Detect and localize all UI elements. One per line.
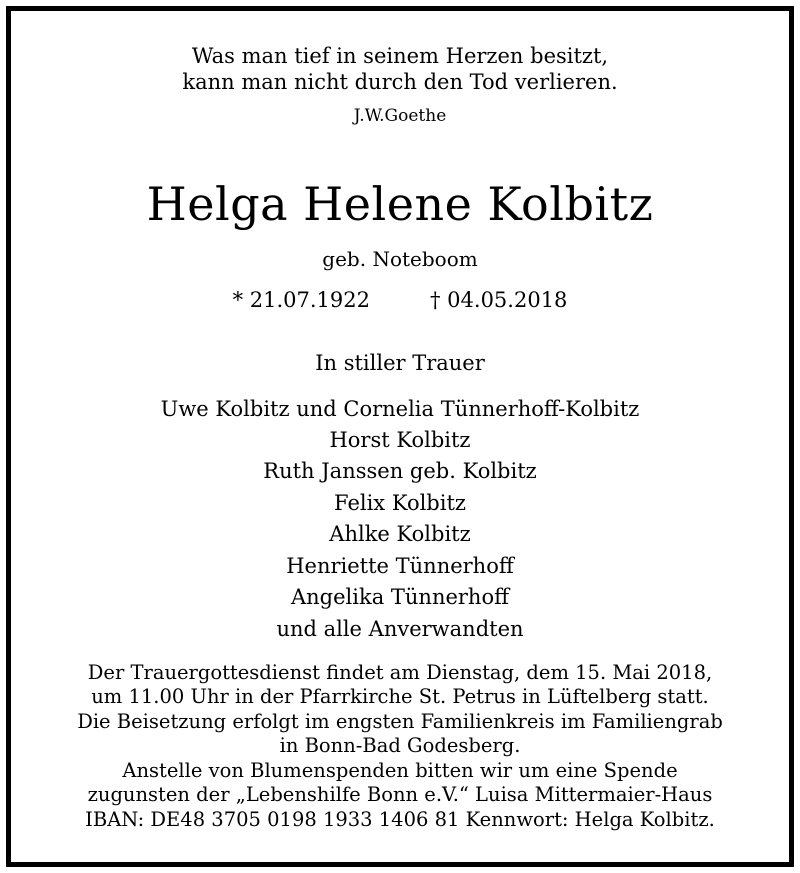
life-dates [11, 288, 789, 312]
deceased-name: Helga Helene Kolbitz [146, 177, 654, 231]
notice-line: Die Beisetzung erfolgt im engsten Familienkreis im Familiengrab [77, 710, 723, 733]
mourning-intro: In stiller Trauer [315, 351, 485, 375]
notice-line: zugunsten der „Lebenshilfe Bonn e.V.“ Luisa Mittermaier-Haus [87, 783, 713, 806]
quote-author: J.W.Goethe [353, 106, 447, 126]
quote-line: Was man tief in seinem Herzen besitzt, [191, 44, 609, 68]
mourner-name: Henriette Tünnerhoff [286, 554, 514, 578]
mourner-name: und alle Anverwandten [276, 617, 524, 641]
notice-line: um 11.00 Uhr in der Pfarrkirche St. Petrus in Lüftelberg statt. [91, 685, 709, 708]
maiden-name: geb. Noteboom [322, 247, 478, 271]
mourner-name: Felix Kolbitz [334, 491, 466, 515]
mourner-name: Ruth Janssen geb. Kolbitz [263, 459, 537, 483]
notice-line: Der Trauergottesdienst findet am Dienstag, dem 15. Mai 2018, [87, 661, 713, 684]
mourner-name: Uwe Kolbitz und Cornelia Tünnerhoff-Kolbitz [160, 397, 640, 421]
quote-line: kann man nicht durch den Tod verlieren. [182, 70, 618, 94]
death-date: † 04.05.2018 [430, 288, 568, 312]
notice-line: IBAN: DE48 3705 0198 1933 1406 81 Kennwort: Helga Kolbitz. [85, 808, 715, 831]
obituary-notice [6, 6, 794, 867]
mourner-name: Horst Kolbitz [329, 428, 471, 452]
birth-date: * 21.07.1922 [232, 288, 370, 312]
mourner-name: Angelika Tünnerhoff [290, 585, 510, 609]
notice-line: Anstelle von Blumenspenden bitten wir um eine Spende [122, 759, 678, 782]
notice-line: in Bonn-Bad Godesberg. [279, 734, 521, 757]
mourner-name: Ahlke Kolbitz [329, 522, 471, 546]
